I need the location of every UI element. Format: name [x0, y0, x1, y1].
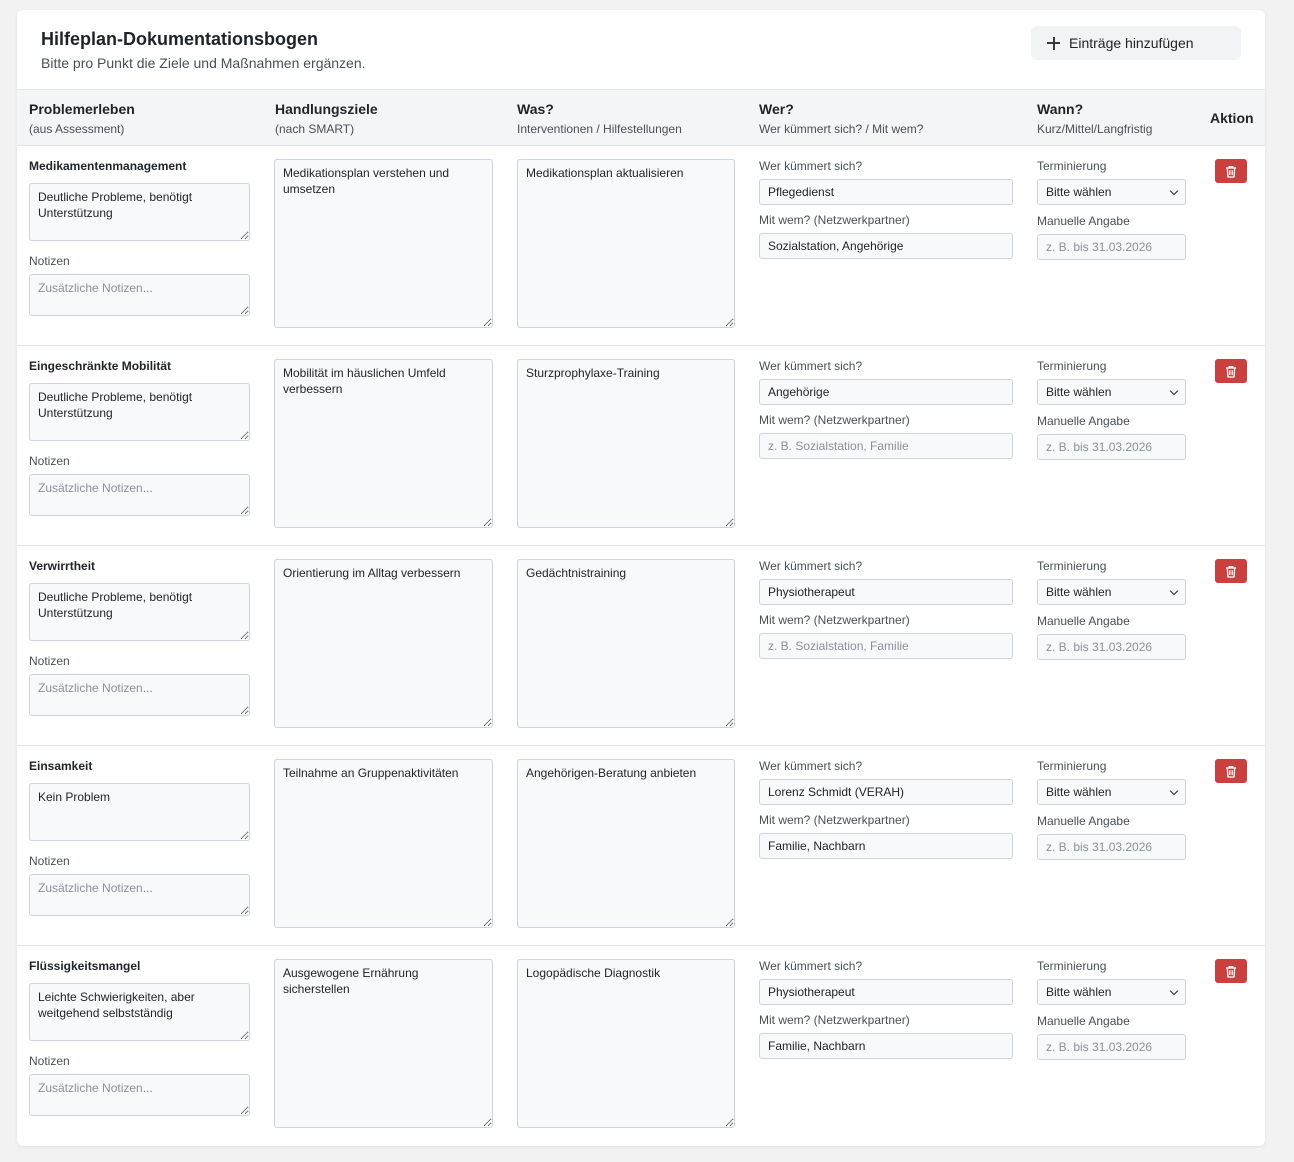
handlungsziel-field[interactable] [274, 359, 493, 528]
terminierung-label: Terminierung [1037, 559, 1107, 573]
terminierung-value: Bitte wählen [1046, 985, 1112, 999]
manuelle-angabe-input[interactable] [1037, 234, 1186, 260]
manuelle-angabe-input[interactable] [1037, 434, 1186, 460]
manuelle-angabe-label: Manuelle Angabe [1037, 414, 1130, 428]
wer-label: Wer kümmert sich? [759, 359, 863, 373]
mit-wem-input[interactable] [759, 433, 1013, 459]
assessment-field[interactable] [29, 783, 250, 841]
handlungsziel-field[interactable] [274, 759, 493, 928]
terminierung-label: Terminierung [1037, 959, 1107, 973]
manuelle-angabe-label: Manuelle Angabe [1037, 814, 1130, 828]
intervention-field[interactable] [517, 959, 735, 1128]
mit-wem-label: Mit wem? (Netzwerkpartner) [759, 213, 910, 227]
manuelle-angabe-input[interactable] [1037, 634, 1186, 660]
assessment-field[interactable] [29, 383, 250, 441]
notes-label: Notizen [29, 1054, 70, 1068]
problem-title: Medikamentenmanagement [29, 159, 187, 173]
delete-row-button[interactable] [1215, 759, 1247, 783]
problem-title: Eingeschränkte Mobilität [29, 359, 172, 373]
trash-icon [1225, 765, 1237, 778]
notes-label: Notizen [29, 254, 70, 268]
chevron-down-icon [1170, 987, 1178, 995]
assessment-field[interactable] [29, 983, 250, 1041]
wer-input[interactable] [759, 779, 1013, 805]
table-row [17, 146, 1265, 346]
terminierung-label: Terminierung [1037, 359, 1107, 373]
manuelle-angabe-input[interactable] [1037, 834, 1186, 860]
trash-icon [1225, 165, 1237, 178]
handlungsziel-field[interactable] [274, 559, 493, 728]
card-header [17, 10, 1265, 89]
terminierung-label: Terminierung [1037, 759, 1107, 773]
notes-field[interactable] [29, 1074, 250, 1116]
mit-wem-label: Mit wem? (Netzwerkpartner) [759, 413, 910, 427]
intervention-field[interactable] [517, 559, 735, 728]
intervention-field[interactable] [517, 359, 735, 528]
wer-input[interactable] [759, 979, 1013, 1005]
terminierung-select[interactable] [1037, 979, 1186, 1005]
handlungsziel-field[interactable] [274, 159, 493, 328]
problem-title: Einsamkeit [29, 759, 93, 773]
wer-input[interactable] [759, 579, 1013, 605]
terminierung-select[interactable] [1037, 179, 1186, 205]
assessment-field[interactable] [29, 183, 250, 241]
terminierung-value: Bitte wählen [1046, 185, 1112, 199]
trash-icon [1225, 565, 1237, 578]
mit-wem-label: Mit wem? (Netzwerkpartner) [759, 613, 910, 627]
trash-icon [1225, 965, 1237, 978]
mit-wem-input[interactable] [759, 633, 1013, 659]
notes-label: Notizen [29, 654, 70, 668]
add-entries-button[interactable] [1031, 26, 1241, 60]
notes-field[interactable] [29, 674, 250, 716]
terminierung-select[interactable] [1037, 579, 1186, 605]
notes-label: Notizen [29, 454, 70, 468]
delete-row-button[interactable] [1215, 159, 1247, 183]
handlungsziel-field[interactable] [274, 959, 493, 1128]
notes-label: Notizen [29, 854, 70, 868]
column-header-was: Was? Interventionen / Hilfestellungen [517, 101, 682, 136]
terminierung-value: Bitte wählen [1046, 385, 1112, 399]
column-header-ziele: Handlungsziele (nach SMART) [275, 101, 378, 136]
mit-wem-input[interactable] [759, 833, 1013, 859]
assessment-field[interactable] [29, 583, 250, 641]
wer-input[interactable] [759, 379, 1013, 405]
manuelle-angabe-label: Manuelle Angabe [1037, 1014, 1130, 1028]
intervention-field[interactable] [517, 759, 735, 928]
mit-wem-input[interactable] [759, 233, 1013, 259]
column-header-wer: Wer? Wer kümmert sich? / Mit wem? [759, 101, 924, 136]
table-header [17, 89, 1265, 146]
mit-wem-label: Mit wem? (Netzwerkpartner) [759, 1013, 910, 1027]
page-subtitle: Bitte pro Punkt die Ziele und Maßnahmen ergänzen. [41, 55, 366, 71]
mit-wem-input[interactable] [759, 1033, 1013, 1059]
manuelle-angabe-input[interactable] [1037, 1034, 1186, 1060]
table-row [17, 546, 1265, 746]
page-title: Hilfeplan-Dokumentationsbogen [41, 29, 319, 49]
plus-icon [1047, 37, 1060, 50]
wer-label: Wer kümmert sich? [759, 759, 863, 773]
wer-label: Wer kümmert sich? [759, 159, 863, 173]
terminierung-value: Bitte wählen [1046, 585, 1112, 599]
wer-input[interactable] [759, 179, 1013, 205]
delete-row-button[interactable] [1215, 359, 1247, 383]
problem-title: Verwirrtheit [29, 559, 96, 573]
delete-row-button[interactable] [1215, 559, 1247, 583]
wer-label: Wer kümmert sich? [759, 959, 863, 973]
trash-icon [1225, 365, 1237, 378]
delete-row-button[interactable] [1215, 959, 1247, 983]
wer-label: Wer kümmert sich? [759, 559, 863, 573]
chevron-down-icon [1170, 387, 1178, 395]
chevron-down-icon [1170, 587, 1178, 595]
manuelle-angabe-label: Manuelle Angabe [1037, 614, 1130, 628]
terminierung-select[interactable] [1037, 379, 1186, 405]
column-header-problem: Problemerleben (aus Assessment) [29, 101, 135, 136]
column-header-aktion: Aktion [1210, 110, 1254, 126]
notes-field[interactable] [29, 874, 250, 916]
problem-title: Flüssigkeitsmangel [29, 959, 141, 973]
terminierung-label: Terminierung [1037, 159, 1107, 173]
table-row [17, 346, 1265, 546]
manuelle-angabe-label: Manuelle Angabe [1037, 214, 1130, 228]
add-entries-label: Einträge hinzufügen [1069, 35, 1194, 51]
mit-wem-label: Mit wem? (Netzwerkpartner) [759, 813, 910, 827]
terminierung-select[interactable] [1037, 779, 1186, 805]
table-row [17, 746, 1265, 946]
intervention-field[interactable] [517, 159, 735, 328]
terminierung-value: Bitte wählen [1046, 785, 1112, 799]
column-header-wann: Wann? Kurz/Mittel/Langfristig [1037, 101, 1153, 136]
table-row [17, 946, 1265, 1146]
chevron-down-icon [1170, 187, 1178, 195]
notes-field[interactable] [29, 274, 250, 316]
hilfeplan-card [17, 10, 1265, 1146]
chevron-down-icon [1170, 787, 1178, 795]
notes-field[interactable] [29, 474, 250, 516]
